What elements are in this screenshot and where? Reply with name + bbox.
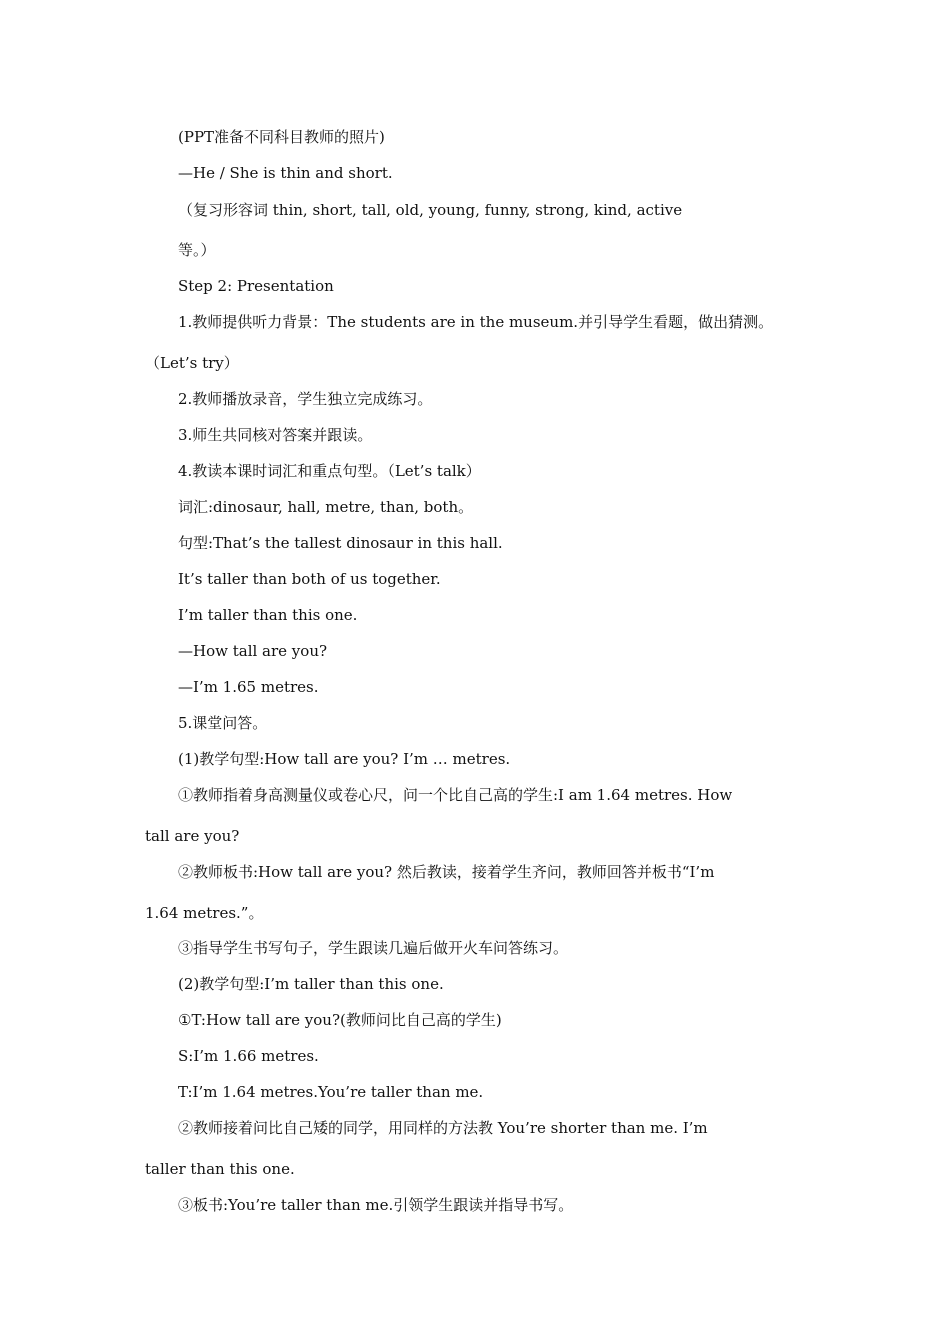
sentence-line: —I’m 1.65 metres. xyxy=(178,678,319,696)
item-3: 3.师生共同核对答案并跟读。 xyxy=(178,426,373,444)
dialogue-line: T:I’m 1.64 metres.You’re taller than me. xyxy=(178,1083,484,1101)
example-sentence: —He / She is thin and short. xyxy=(178,164,393,182)
ppt-note: (PPT准备不同科目教师的照片) xyxy=(178,128,385,146)
dialogue-line: ①T:How tall are you?(教师问比自己高的学生) xyxy=(178,1011,502,1029)
step-circle-3b: ③板书:You’re taller than me.引领学生跟读并指导书写。 xyxy=(178,1196,574,1214)
sentence-line: It’s taller than both of us together. xyxy=(178,570,441,588)
subitem-1: (1)教学句型:How tall are you? I’m … metres. xyxy=(178,750,511,768)
step-circle-1-cont: tall are you? xyxy=(145,827,240,845)
step-circle-2b-cont: taller than this one. xyxy=(145,1160,295,1178)
item-2: 2.教师播放录音，学生独立完成练习。 xyxy=(178,390,433,408)
item-1: 1.教师提供听力背景：The students are in the museum.并引导学生看题，做出猜测。 xyxy=(178,313,774,331)
step-circle-2-cont: 1.64 metres.”。 xyxy=(145,904,264,922)
vocabulary: 词汇:dinosaur, hall, metre, than, both。 xyxy=(178,498,474,516)
item-1-cont: （Let’s try） xyxy=(145,354,239,372)
item-4: 4.教读本课时词汇和重点句型。（Let’s talk） xyxy=(178,462,481,480)
adjective-review: （复习形容词 thin, short, tall, old, young, funny, strong, kind, active xyxy=(178,201,683,219)
step-circle-1: ①教师指着身高测量仪或卷心尺，问一个比自己高的学生:I am 1.64 metres. How xyxy=(178,786,733,804)
subitem-2: (2)教学句型:I’m taller than this one. xyxy=(178,975,444,993)
sentence-line: I’m taller than this one. xyxy=(178,606,358,624)
step-heading: Step 2: Presentation xyxy=(178,277,334,295)
step-circle-3: ③指导学生书写句子，学生跟读几遍后做开火车问答练习。 xyxy=(178,939,569,957)
sentence-line: —How tall are you? xyxy=(178,642,328,660)
item-5: 5.课堂问答。 xyxy=(178,714,268,732)
step-circle-2: ②教师板书:How tall are you? 然后教读，接着学生齐问，教师回答并板书“I’m xyxy=(178,863,715,881)
adjective-review-end: 等。） xyxy=(178,241,216,259)
step-circle-2b: ②教师接着问比自己矮的同学，用同样的方法教 You’re shorter than me. I’m xyxy=(178,1119,708,1137)
sentence-pattern: 句型:That’s the tallest dinosaur in this hall. xyxy=(178,534,503,552)
dialogue-line: S:I’m 1.66 metres. xyxy=(178,1047,319,1065)
